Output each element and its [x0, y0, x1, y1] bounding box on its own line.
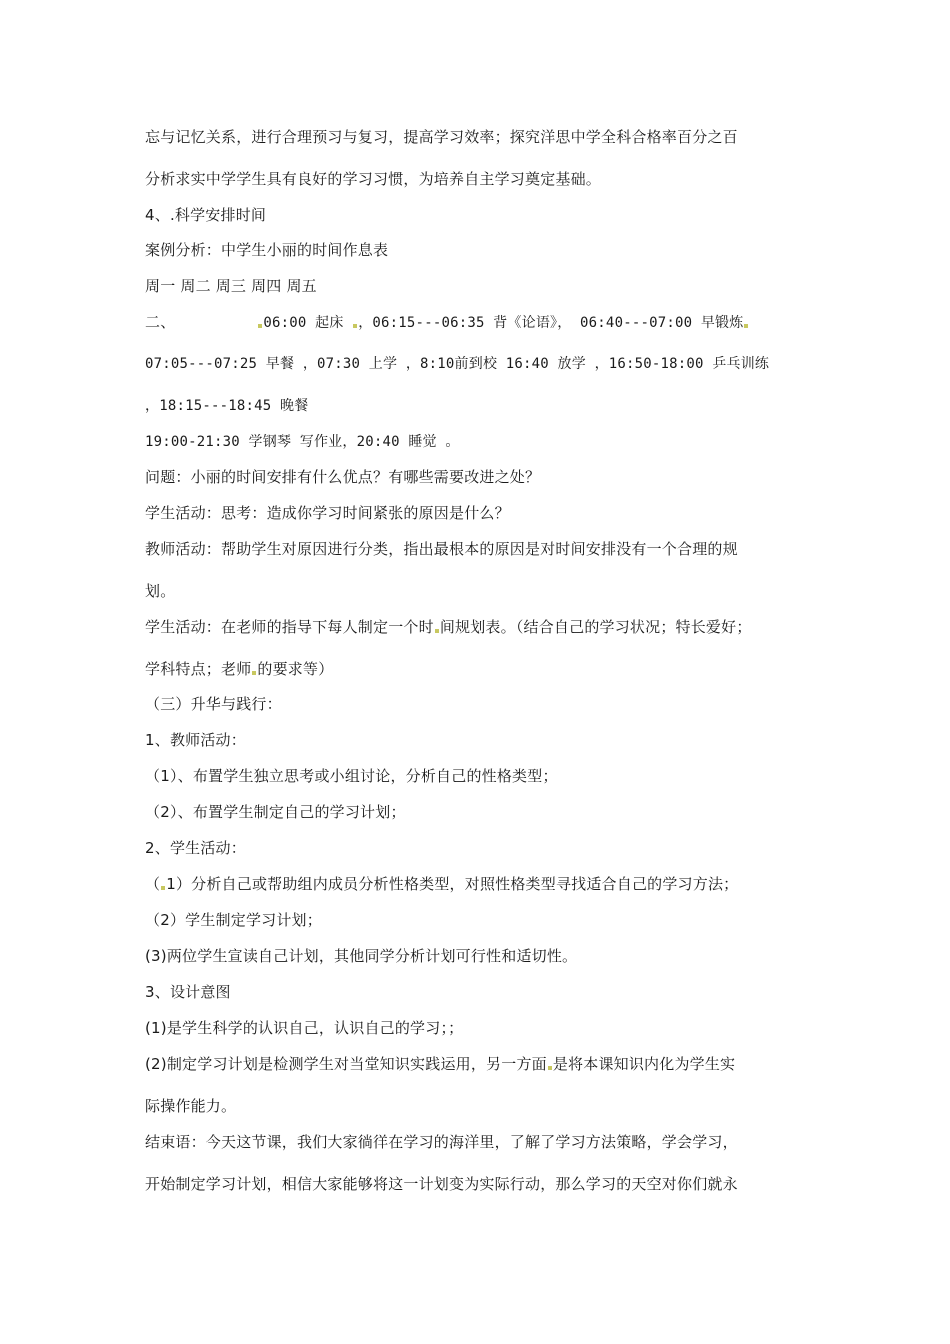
mark-dot: [353, 324, 357, 328]
paragraph-line: [145, 617, 752, 637]
list-item: (1)是学生科学的认识自己，认识自己的学习；；: [145, 1019, 464, 1037]
weekdays-line: 周一 周二 周三 周四 周五: [145, 277, 317, 295]
mark-dot: [258, 324, 262, 328]
list-item: (3)两位学生宣读自己计划，其他同学分析计划可行性和适切性。: [145, 947, 578, 965]
paragraph-line: 学生活动：思考：造成你学习时间紧张的原因是什么？: [145, 504, 510, 522]
paragraph-line: 开始制定学习计划，相信大家能够将这一计划变为实际行动，那么学习的天空对你们就永: [145, 1175, 738, 1193]
paragraph-line: 忘与记忆关系，进行合理预习与复习，提高学习效率；探究洋思中学全科合格率百分之百: [145, 128, 738, 146]
schedule-line: 19:00-21:30 学钢琴 写作业，20:40 睡觉 。: [145, 434, 460, 450]
paragraph-line: 分析求实中学学生具有良好的学习习惯，为培养自主学习奠定基础。: [145, 170, 602, 188]
schedule-prefix: 二、: [145, 313, 176, 331]
text-span: 1）分析自己或帮助组内成员分析性格类型，对照性格类型寻找适合自己的学习方法；: [166, 875, 739, 893]
paragraph-line: [145, 659, 333, 679]
text-span: （: [145, 875, 161, 893]
mark-dot: [435, 629, 439, 633]
schedule-line: [145, 312, 749, 333]
list-item: [145, 874, 738, 894]
list-item: [145, 1054, 735, 1074]
paragraph-line: 教师活动：帮助学生对原因进行分类，指出最根本的原因是对时间安排没有一个合理的规: [145, 540, 738, 558]
schedule-line: ，18:15---18:45 晚餐: [145, 398, 309, 414]
list-item: （1）、布置学生独立思考或小组讨论，分析自己的性格类型；: [145, 767, 558, 785]
paragraph-line: 划。: [145, 582, 176, 600]
paragraph-line: 案例分析：中学生小丽的时间作息表: [145, 241, 389, 259]
schedule-text: 06:00 起床: [263, 315, 353, 331]
list-item: （2）、布置学生制定自己的学习计划；: [145, 803, 406, 821]
text-span: (2)制定学习计划是检测学生对当堂知识实践运用，另一方面: [145, 1055, 547, 1073]
text-span: 是将本课知识内化为学生实: [552, 1055, 736, 1073]
mark-dot: [252, 671, 256, 675]
subheading: 2、学生活动：: [145, 839, 246, 857]
schedule-line: 07:05---07:25 早餐 ，07:30 上学 ，8:10前到校 16:40 放学 ，16:50-18:00 乒乓训练: [145, 356, 770, 372]
text-span: 的要求等）: [257, 660, 334, 678]
paragraph-line: 问题：小丽的时间安排有什么优点？有哪些需要改进之处？: [145, 468, 541, 486]
list-item: （2）学生制定学习计划；: [145, 911, 322, 929]
schedule-text: ，06:15---06:35 背《论语》， 06:40---07:00 早锻炼: [358, 315, 744, 331]
text-span: 学生活动：在老师的指导下每人制定一个时: [145, 618, 434, 636]
mark-dot: [161, 886, 165, 890]
subheading: 3、设计意图: [145, 983, 231, 1001]
mark-dot: [548, 1066, 552, 1070]
section-heading: 4、.科学安排时间: [145, 206, 267, 224]
mark-dot: [744, 324, 748, 328]
text-span: 间规划表。（结合自己的学习状况；特长爱好；: [439, 618, 752, 636]
paragraph-line: 结束语：今天这节课，我们大家徜徉在学习的海洋里，了解了学习方法策略，学会学习，: [145, 1133, 738, 1151]
section-heading: （三）升华与践行：: [145, 695, 282, 713]
text-span: 学科特点；老师: [145, 660, 252, 678]
list-item: 际操作能力。: [145, 1097, 237, 1115]
subheading: 1、教师活动：: [145, 731, 246, 749]
